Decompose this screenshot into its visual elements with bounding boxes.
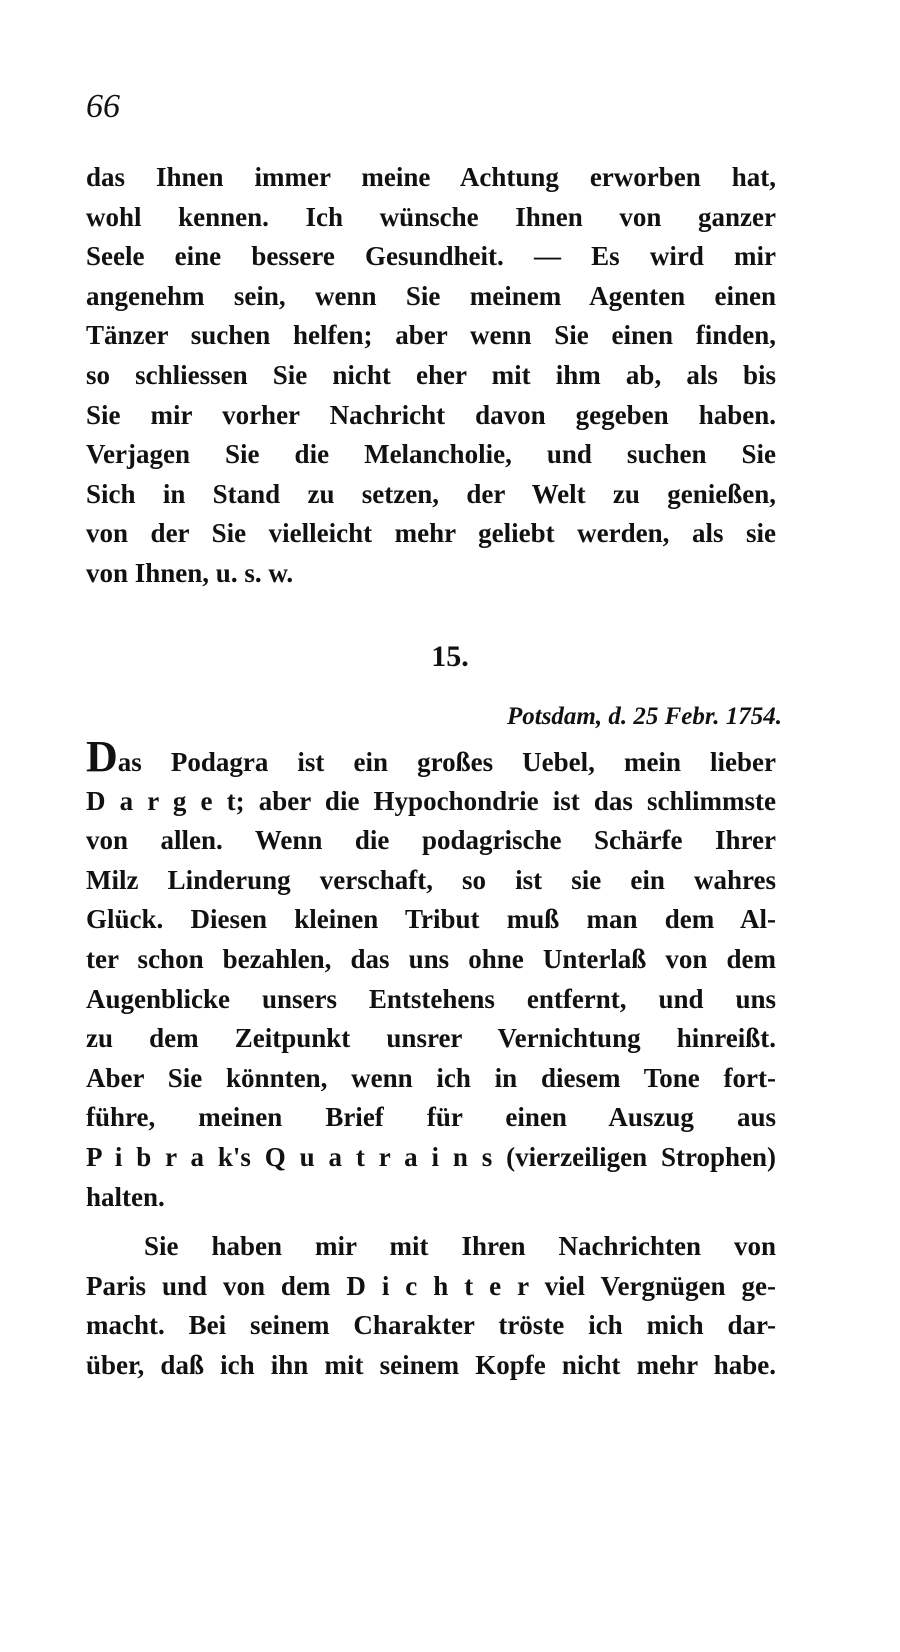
text-line: Sich in Stand zu setzen, der Welt zu genießen, <box>86 478 776 509</box>
text-line: wohl kennen. Ich wünsche Ihnen von ganzer <box>86 201 776 232</box>
text-line: über, daß ich ihn mit seinem Kopfe nicht mehr habe. <box>86 1349 776 1380</box>
text-line: macht. Bei seinem Charakter tröste ich mich dar- <box>86 1310 776 1341</box>
text-line: Paris und von dem D i c h t e r viel Vergnügen ge- <box>86 1270 776 1301</box>
text-line: Aber Sie könnten, wenn ich in diesem Tone fort- <box>86 1062 776 1093</box>
text-line: zu dem Zeitpunkt unsrer Vernichtung hinreißt. <box>86 1023 776 1054</box>
dateline: Potsdam, d. 25 Febr. 1754. <box>506 703 782 730</box>
text-line: so schliessen Sie nicht eher mit ihm ab, als bis <box>86 359 776 390</box>
text-line: angenehm sein, wenn Sie meinem Agenten einen <box>86 280 776 311</box>
text-line: Glück. Diesen kleinen Tribut muß man dem Al- <box>86 904 776 935</box>
text-line: Verjagen Sie die Melancholie, und suchen Sie <box>86 439 776 470</box>
text-line: ter schon bezahlen, das uns ohne Unterlaß von dem <box>86 943 776 974</box>
text-line: Tänzer suchen helfen; aber wenn Sie einen finden, <box>86 320 776 351</box>
text-line: Augenblicke unsers Entstehens entfernt, und uns <box>86 983 776 1014</box>
text-line: von der Sie vielleicht mehr geliebt werden, als sie <box>86 518 776 549</box>
text-line-rest: as Podagra ist ein großes Uebel, mein lieber <box>117 747 776 777</box>
text-line: von allen. Wenn die podagrische Schärfe Ihrer <box>86 825 776 856</box>
text-line: Milz Linderung verschaft, so ist sie ein wahres <box>86 864 776 895</box>
page-number: 66 <box>86 88 120 125</box>
text-line: halten. <box>86 1181 165 1212</box>
drop-cap: D <box>86 732 118 781</box>
text-line: Sie haben mir mit Ihren Nachrichten von <box>144 1231 776 1262</box>
previous-letter-ending <box>86 158 776 594</box>
text-line: P i b r a k's Q u a t r a i n s (vierzeiligen Strophen) <box>86 1141 776 1172</box>
text-line <box>86 732 776 782</box>
letter-body <box>86 732 776 1386</box>
text-line: das Ihnen immer meine Achtung erworben hat, <box>86 162 776 192</box>
text-line: D a r g e t; aber die Hypochondrie ist das schlimmste <box>86 785 776 816</box>
text-line: führe, meinen Brief für einen Auszug aus <box>86 1102 776 1133</box>
text-line: von Ihnen, u. s. w. <box>86 557 294 588</box>
text-line: Sie mir vorher Nachricht davon gegeben haben. <box>86 399 776 430</box>
text-line: Seele eine bessere Gesundheit. — Es wird mir <box>86 241 776 272</box>
letter-number: 15. <box>431 640 469 673</box>
